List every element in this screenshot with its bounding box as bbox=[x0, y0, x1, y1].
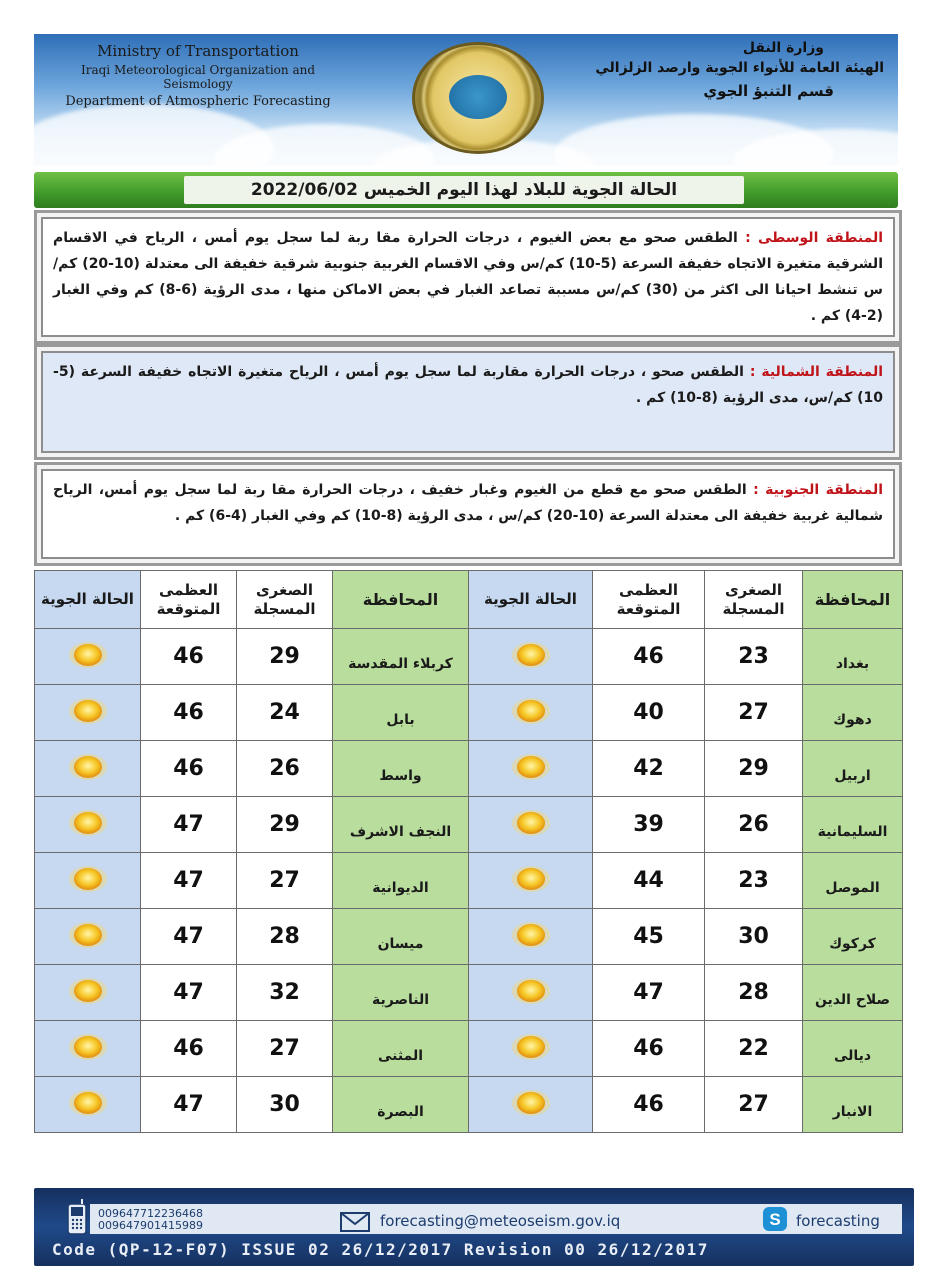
governorate-cell bbox=[333, 685, 469, 741]
max-temp-cell-text: 46 bbox=[633, 1092, 664, 1117]
region-north-text-box bbox=[41, 351, 895, 453]
max-temp-cell bbox=[141, 853, 237, 909]
table-row bbox=[35, 1077, 903, 1133]
weather-cell bbox=[469, 853, 593, 909]
header-weather-right: الحالة الجوية bbox=[469, 571, 593, 629]
weather-cell bbox=[469, 741, 593, 797]
header-min-left bbox=[237, 571, 333, 629]
max-temp-cell-text: 46 bbox=[633, 1036, 664, 1061]
region-central bbox=[34, 210, 902, 344]
governorate-cell-text: بابل bbox=[386, 711, 415, 728]
max-temp-cell bbox=[141, 1077, 237, 1133]
min-temp-cell-text: 27 bbox=[269, 1036, 300, 1061]
min-temp-cell-text: 30 bbox=[269, 1092, 300, 1117]
governorate-cell bbox=[803, 629, 903, 685]
sun-icon bbox=[509, 640, 553, 670]
max-temp-cell bbox=[141, 629, 237, 685]
sun-icon bbox=[66, 864, 110, 894]
weather-cell bbox=[469, 909, 593, 965]
governorate-cell bbox=[333, 629, 469, 685]
governorate-cell-text: النجف الاشرف bbox=[349, 823, 452, 840]
skype-icon bbox=[762, 1206, 788, 1232]
footer-skype[interactable]: forecasting bbox=[796, 1212, 880, 1230]
min-temp-cell bbox=[237, 1021, 333, 1077]
min-temp-cell bbox=[237, 853, 333, 909]
organization-name-ar: الهيئة العامة للأنواء الجوية وارصد الزلزالي bbox=[595, 60, 884, 76]
max-temp-cell-text: 46 bbox=[173, 644, 204, 669]
governorate-cell bbox=[803, 1021, 903, 1077]
governorate-cell-text: اربيل bbox=[834, 767, 871, 784]
mail-icon bbox=[340, 1212, 370, 1232]
governorate-cell bbox=[803, 797, 903, 853]
weather-cell bbox=[469, 1077, 593, 1133]
sun-icon bbox=[509, 864, 553, 894]
header-banner bbox=[34, 34, 898, 166]
header-min-line1: الصغرى bbox=[255, 580, 314, 599]
governorate-cell bbox=[803, 1077, 903, 1133]
region-central-label: المنطقة الوسطى : bbox=[745, 230, 884, 246]
max-temp-cell bbox=[593, 965, 705, 1021]
min-temp-cell bbox=[705, 741, 803, 797]
max-temp-cell-text: 47 bbox=[173, 924, 204, 949]
max-temp-cell-text: 40 bbox=[633, 700, 664, 725]
min-temp-cell bbox=[705, 853, 803, 909]
phone-icon bbox=[66, 1198, 88, 1236]
governorate-cell-text: كركوك bbox=[829, 935, 876, 952]
footer-phones bbox=[98, 1208, 203, 1232]
weather-cell bbox=[35, 797, 141, 853]
max-temp-cell-text: 46 bbox=[173, 756, 204, 781]
sun-icon bbox=[66, 696, 110, 726]
header-min-right bbox=[705, 571, 803, 629]
min-temp-cell bbox=[705, 629, 803, 685]
phone-number-1: 009647712236468 bbox=[98, 1207, 203, 1220]
table-row bbox=[35, 629, 903, 685]
min-temp-cell-text: 28 bbox=[738, 980, 769, 1005]
weather-cell bbox=[35, 965, 141, 1021]
min-temp-cell-text: 23 bbox=[738, 644, 769, 669]
governorate-cell-text: دهوك bbox=[833, 711, 872, 728]
sun-icon bbox=[66, 976, 110, 1006]
region-north-label: المنطقة الشمالية : bbox=[749, 364, 884, 380]
region-north-text: الطقس صحو ، درجات الحرارة مقاربة لما سجل يوم أمس ، الرياح متغيرة الاتجاه خفيفة السرعة (5-10) كم/س، مدى الرؤية (8-10) كم . bbox=[53, 364, 883, 406]
max-temp-cell-text: 47 bbox=[633, 980, 664, 1005]
header-max-line2: المتوقعة bbox=[156, 599, 221, 618]
min-temp-cell bbox=[705, 909, 803, 965]
header-governorate-right: المحافظة bbox=[803, 571, 903, 629]
sun-icon bbox=[66, 1032, 110, 1062]
max-temp-cell-text: 42 bbox=[633, 756, 664, 781]
weather-cell bbox=[35, 1021, 141, 1077]
governorate-cell bbox=[803, 685, 903, 741]
max-temp-cell bbox=[141, 909, 237, 965]
forecast-table bbox=[34, 570, 903, 1133]
max-temp-cell-text: 46 bbox=[173, 700, 204, 725]
min-temp-cell-text: 27 bbox=[738, 1092, 769, 1117]
max-temp-cell bbox=[141, 741, 237, 797]
governorate-cell bbox=[333, 1077, 469, 1133]
min-temp-cell-text: 26 bbox=[269, 756, 300, 781]
sun-icon bbox=[509, 1032, 553, 1062]
max-temp-cell-text: 47 bbox=[173, 868, 204, 893]
sun-icon bbox=[509, 696, 553, 726]
department-name-ar: قسم التنبؤ الجوي bbox=[703, 82, 834, 100]
region-south bbox=[34, 462, 902, 566]
footer-email[interactable]: forecasting@meteoseism.gov.iq bbox=[380, 1212, 621, 1230]
governorate-cell bbox=[803, 965, 903, 1021]
min-temp-cell-text: 27 bbox=[738, 700, 769, 725]
max-temp-cell bbox=[593, 685, 705, 741]
weather-cell bbox=[35, 853, 141, 909]
svg-text:S: S bbox=[769, 1210, 781, 1229]
region-north bbox=[34, 344, 902, 460]
header-max-right bbox=[593, 571, 705, 629]
region-south-label: المنطقة الجنوبية : bbox=[753, 482, 883, 498]
governorate-cell-text: البصرة bbox=[377, 1103, 424, 1120]
min-temp-cell-text: 26 bbox=[738, 812, 769, 837]
table-row bbox=[35, 853, 903, 909]
min-temp-cell bbox=[705, 1021, 803, 1077]
min-temp-cell bbox=[237, 741, 333, 797]
min-temp-cell bbox=[237, 909, 333, 965]
weather-cell bbox=[469, 1021, 593, 1077]
sun-icon bbox=[66, 1088, 110, 1118]
max-temp-cell-text: 46 bbox=[633, 644, 664, 669]
sun-icon bbox=[509, 1088, 553, 1118]
header-max-line1: العظمى bbox=[158, 580, 219, 599]
governorate-cell-text: بغداد bbox=[835, 655, 870, 672]
department-name-en: Department of Atmospheric Forecasting bbox=[65, 94, 331, 109]
min-temp-cell bbox=[705, 797, 803, 853]
table-row bbox=[35, 797, 903, 853]
sun-icon bbox=[509, 976, 553, 1006]
min-temp-cell bbox=[705, 965, 803, 1021]
min-temp-cell-text: 28 bbox=[269, 924, 300, 949]
max-temp-cell-text: 47 bbox=[173, 980, 204, 1005]
sun-icon bbox=[509, 808, 553, 838]
weather-cell bbox=[469, 629, 593, 685]
min-temp-cell-text: 30 bbox=[738, 924, 769, 949]
max-temp-cell bbox=[593, 853, 705, 909]
governorate-cell-text: ميسان bbox=[377, 935, 424, 952]
min-temp-cell bbox=[237, 797, 333, 853]
governorate-cell-text: الناصرية bbox=[371, 991, 429, 1008]
min-temp-cell-text: 24 bbox=[269, 700, 300, 725]
max-temp-cell-text: 46 bbox=[173, 1036, 204, 1061]
governorate-cell bbox=[333, 965, 469, 1021]
governorate-cell-text: الموصل bbox=[825, 879, 880, 896]
region-central-text-box bbox=[41, 217, 895, 337]
governorate-cell-text: السليمانية bbox=[817, 823, 888, 840]
organization-name-en: Iraqi Meteorological Organization and Seismology bbox=[80, 63, 316, 91]
page-title: الحالة الجوية للبلاد لهذا اليوم الخميس 2022/06/02 bbox=[184, 176, 744, 204]
header-max-left bbox=[141, 571, 237, 629]
table-row bbox=[35, 685, 903, 741]
header-min-line1: الصغرى bbox=[724, 580, 783, 599]
governorate-cell-text: الانبار bbox=[832, 1103, 873, 1120]
ministry-name-ar: وزارة النقل bbox=[742, 40, 824, 56]
min-temp-cell bbox=[237, 685, 333, 741]
sun-icon bbox=[509, 920, 553, 950]
min-temp-cell-text: 29 bbox=[738, 756, 769, 781]
governorate-cell-text: ديالى bbox=[833, 1047, 872, 1064]
min-temp-cell-text: 29 bbox=[269, 812, 300, 837]
min-temp-cell-text: 23 bbox=[738, 868, 769, 893]
weather-cell bbox=[469, 965, 593, 1021]
weather-cell bbox=[35, 909, 141, 965]
governorate-cell-text: الديوانية bbox=[372, 879, 429, 896]
min-temp-cell-text: 29 bbox=[269, 644, 300, 669]
sun-icon bbox=[66, 752, 110, 782]
max-temp-cell-text: 39 bbox=[633, 812, 664, 837]
weather-cell bbox=[469, 797, 593, 853]
title-bar bbox=[34, 172, 898, 208]
governorate-cell-text: كربلاء المقدسة bbox=[348, 655, 453, 672]
header-weather-left: الحالة الجوية bbox=[35, 571, 141, 629]
table-row bbox=[35, 965, 903, 1021]
governorate-cell bbox=[333, 1021, 469, 1077]
governorate-cell bbox=[803, 741, 903, 797]
min-temp-cell bbox=[237, 1077, 333, 1133]
footer bbox=[34, 1188, 914, 1266]
max-temp-cell-text: 47 bbox=[173, 812, 204, 837]
header-min-line2: المسجلة bbox=[253, 599, 316, 618]
min-temp-cell-text: 22 bbox=[738, 1036, 769, 1061]
header-max-line1: العظمى bbox=[618, 580, 679, 599]
min-temp-cell bbox=[237, 629, 333, 685]
governorate-cell bbox=[333, 853, 469, 909]
governorate-cell-text: المثنى bbox=[377, 1047, 424, 1064]
weather-cell bbox=[469, 685, 593, 741]
max-temp-cell bbox=[141, 797, 237, 853]
region-south-text: الطقس صحو مع قطع من الغيوم وغبار خفيف ، درجات الحرارة مقا ربة لما سجل يوم أمس، الرياح شمالية غربية خفيفة الى معتدلة السرعة (10-20) كم/س ، مدى الرؤية (8-10) كم وفي الغبار (4-6) كم . bbox=[53, 482, 883, 524]
table-row bbox=[35, 741, 903, 797]
weather-cell bbox=[35, 629, 141, 685]
governorate-cell bbox=[803, 853, 903, 909]
min-temp-cell bbox=[705, 1077, 803, 1133]
max-temp-cell bbox=[141, 965, 237, 1021]
logo-emblem-icon bbox=[449, 75, 507, 119]
sun-icon bbox=[66, 640, 110, 670]
table-row bbox=[35, 1021, 903, 1077]
min-temp-cell bbox=[237, 965, 333, 1021]
governorate-cell bbox=[333, 797, 469, 853]
max-temp-cell bbox=[593, 629, 705, 685]
header-arabic-text bbox=[584, 40, 884, 100]
max-temp-cell-text: 47 bbox=[173, 1092, 204, 1117]
table-row bbox=[35, 909, 903, 965]
governorate-cell bbox=[803, 909, 903, 965]
governorate-cell bbox=[333, 909, 469, 965]
min-temp-cell-text: 32 bbox=[269, 980, 300, 1005]
region-south-text-box bbox=[41, 469, 895, 559]
governorate-cell-text: واسط bbox=[379, 767, 422, 784]
max-temp-cell bbox=[141, 1021, 237, 1077]
governorate-cell bbox=[333, 741, 469, 797]
max-temp-cell bbox=[141, 685, 237, 741]
max-temp-cell bbox=[593, 741, 705, 797]
weather-cell bbox=[35, 685, 141, 741]
sun-icon bbox=[509, 752, 553, 782]
min-temp-cell bbox=[705, 685, 803, 741]
sun-icon bbox=[66, 920, 110, 950]
header-min-line2: المسجلة bbox=[722, 599, 785, 618]
max-temp-cell bbox=[593, 1021, 705, 1077]
table-header-row bbox=[35, 571, 903, 629]
max-temp-cell-text: 44 bbox=[633, 868, 664, 893]
header-max-line2: المتوقعة bbox=[616, 599, 681, 618]
max-temp-cell bbox=[593, 1077, 705, 1133]
ministry-name-en: Ministry of Transportation bbox=[97, 42, 299, 60]
max-temp-cell bbox=[593, 909, 705, 965]
governorate-cell-text: صلاح الدين bbox=[814, 991, 891, 1008]
document-code-line: Code (QP-12-F07) ISSUE 02 26/12/2017 Revision 00 26/12/2017 bbox=[52, 1240, 709, 1259]
header-governorate-left: المحافظة bbox=[333, 571, 469, 629]
max-temp-cell bbox=[593, 797, 705, 853]
weather-cell bbox=[35, 741, 141, 797]
min-temp-cell-text: 27 bbox=[269, 868, 300, 893]
organization-logo bbox=[412, 42, 544, 154]
header-english-text bbox=[48, 42, 348, 109]
sun-icon bbox=[66, 808, 110, 838]
max-temp-cell-text: 45 bbox=[633, 924, 664, 949]
phone-number-2: 009647901415989 bbox=[98, 1219, 203, 1232]
weather-cell bbox=[35, 1077, 141, 1133]
region-central-text: الطقس صحو مع بعض الغيوم ، درجات الحرارة مقا ربة لما سجل يوم أمس ، الرياح في الاقسام الشرقية متغيرة الاتجاه خفيفة السرعة (5-10) كم/س وفي الاقسام الغربية جنوبية شرقية خفيفة الى معتدلة (10-20) كم/س تنشط احيانا الى اكثر من (30) كم/س مسببة تصاعد الغبار في بعض الاماكن منها ، مدى الرؤية (6-8) كم وفي الغبار (2-4) كم . bbox=[53, 230, 883, 324]
